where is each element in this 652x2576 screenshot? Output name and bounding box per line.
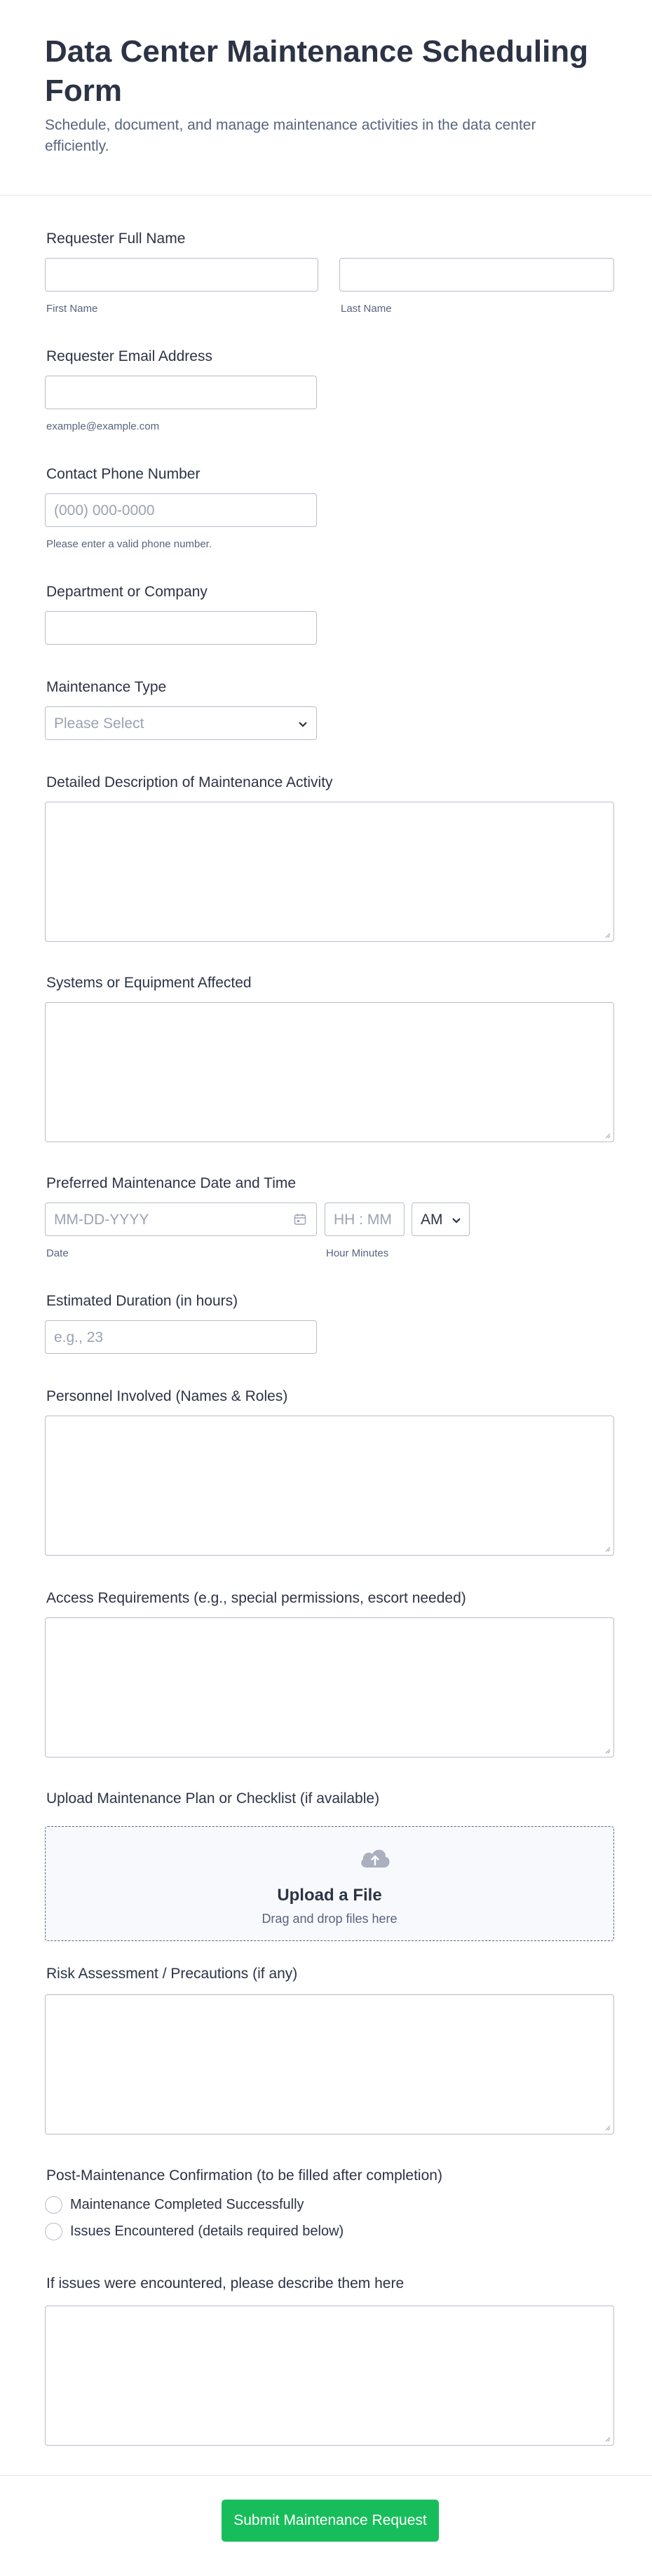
time-input[interactable] bbox=[325, 1203, 405, 1236]
radio-completed[interactable] bbox=[45, 2196, 62, 2214]
email-label: Requester Email Address bbox=[46, 348, 212, 364]
form-footer bbox=[0, 2475, 652, 2576]
radio-issues-label[interactable]: Issues Encountered (details required below) bbox=[70, 2224, 344, 2239]
access-label: Access Requirements (e.g., special permissions, escort needed) bbox=[46, 1590, 466, 1606]
duration-input[interactable] bbox=[45, 1320, 317, 1354]
upload-label: Upload Maintenance Plan or Checklist (if available) bbox=[46, 1790, 380, 1807]
duration-label: Estimated Duration (in hours) bbox=[46, 1293, 238, 1309]
personnel-label: Personnel Involved (Names & Roles) bbox=[46, 1388, 288, 1404]
phone-sublabel: Please enter a valid phone number. bbox=[46, 538, 212, 550]
upload-title: Upload a File bbox=[277, 1886, 382, 1905]
systems-label: Systems or Equipment Affected bbox=[46, 975, 252, 991]
department-label: Department or Company bbox=[46, 584, 208, 600]
radio-issues[interactable] bbox=[45, 2223, 62, 2240]
full-name-label: Requester Full Name bbox=[46, 231, 186, 247]
resize-grip-icon[interactable] bbox=[605, 1748, 611, 1754]
maintenance-type-select[interactable] bbox=[45, 706, 317, 740]
cloud-upload-icon bbox=[358, 1845, 392, 1874]
resize-grip-icon[interactable] bbox=[605, 1133, 611, 1139]
resize-grip-icon[interactable] bbox=[605, 2437, 611, 2442]
department-input[interactable] bbox=[45, 611, 317, 645]
form-header bbox=[0, 0, 652, 196]
confirmation-label: Post-Maintenance Confirmation (to be filled after completion) bbox=[46, 2167, 442, 2184]
chevron-down-icon bbox=[451, 1215, 461, 1228]
date-sublabel: Date bbox=[46, 1247, 69, 1259]
time-sublabel: Hour Minutes bbox=[326, 1247, 389, 1259]
resize-grip-icon[interactable] bbox=[605, 1547, 611, 1552]
chevron-down-icon bbox=[298, 719, 308, 732]
last-name-input[interactable] bbox=[339, 258, 614, 292]
email-sublabel: example@example.com bbox=[46, 420, 160, 432]
calendar-icon[interactable] bbox=[294, 1213, 306, 1229]
issues-label: If issues were encountered, please describe them here bbox=[46, 2275, 405, 2291]
description-label: Detailed Description of Maintenance Activity bbox=[46, 774, 333, 790]
risk-textarea[interactable] bbox=[45, 1994, 614, 2135]
access-textarea[interactable] bbox=[45, 1617, 614, 1758]
resize-grip-icon[interactable] bbox=[605, 2125, 611, 2131]
maintenance-type-placeholder: Please Select bbox=[54, 715, 144, 732]
issues-textarea[interactable] bbox=[45, 2306, 614, 2446]
datetime-label: Preferred Maintenance Date and Time bbox=[46, 1175, 297, 1191]
radio-completed-label[interactable]: Maintenance Completed Successfully bbox=[70, 2197, 304, 2212]
form-title: Data Center Maintenance Scheduling Form bbox=[45, 34, 589, 108]
submit-button[interactable]: Submit Maintenance Request bbox=[222, 2500, 439, 2542]
description-textarea[interactable] bbox=[45, 802, 614, 942]
risk-label: Risk Assessment / Precautions (if any) bbox=[46, 1966, 298, 1982]
maintenance-type-label: Maintenance Type bbox=[46, 679, 167, 695]
first-name-sublabel: First Name bbox=[46, 303, 98, 315]
duration-placeholder: e.g., 23 bbox=[54, 1329, 104, 1345]
phone-label: Contact Phone Number bbox=[46, 466, 201, 482]
last-name-sublabel: Last Name bbox=[341, 303, 392, 315]
time-placeholder: HH : MM bbox=[334, 1212, 392, 1228]
ampm-value: AM bbox=[421, 1212, 443, 1228]
ampm-select[interactable] bbox=[412, 1203, 470, 1236]
systems-textarea[interactable] bbox=[45, 1002, 614, 1142]
date-placeholder: MM-DD-YYYY bbox=[54, 1212, 149, 1228]
first-name-input[interactable] bbox=[45, 258, 318, 292]
phone-input[interactable] bbox=[45, 493, 317, 527]
email-input[interactable] bbox=[45, 376, 317, 409]
phone-placeholder: (000) 000-0000 bbox=[54, 502, 155, 519]
resize-grip-icon[interactable] bbox=[605, 933, 611, 938]
form-subtitle: Schedule, document, and manage maintenance activities in the data center efficiently. bbox=[45, 117, 536, 154]
file-upload-dropzone[interactable] bbox=[45, 1826, 614, 1941]
upload-subtitle: Drag and drop files here bbox=[262, 1912, 398, 1926]
date-input[interactable] bbox=[45, 1203, 317, 1236]
personnel-textarea[interactable] bbox=[45, 1416, 614, 1556]
